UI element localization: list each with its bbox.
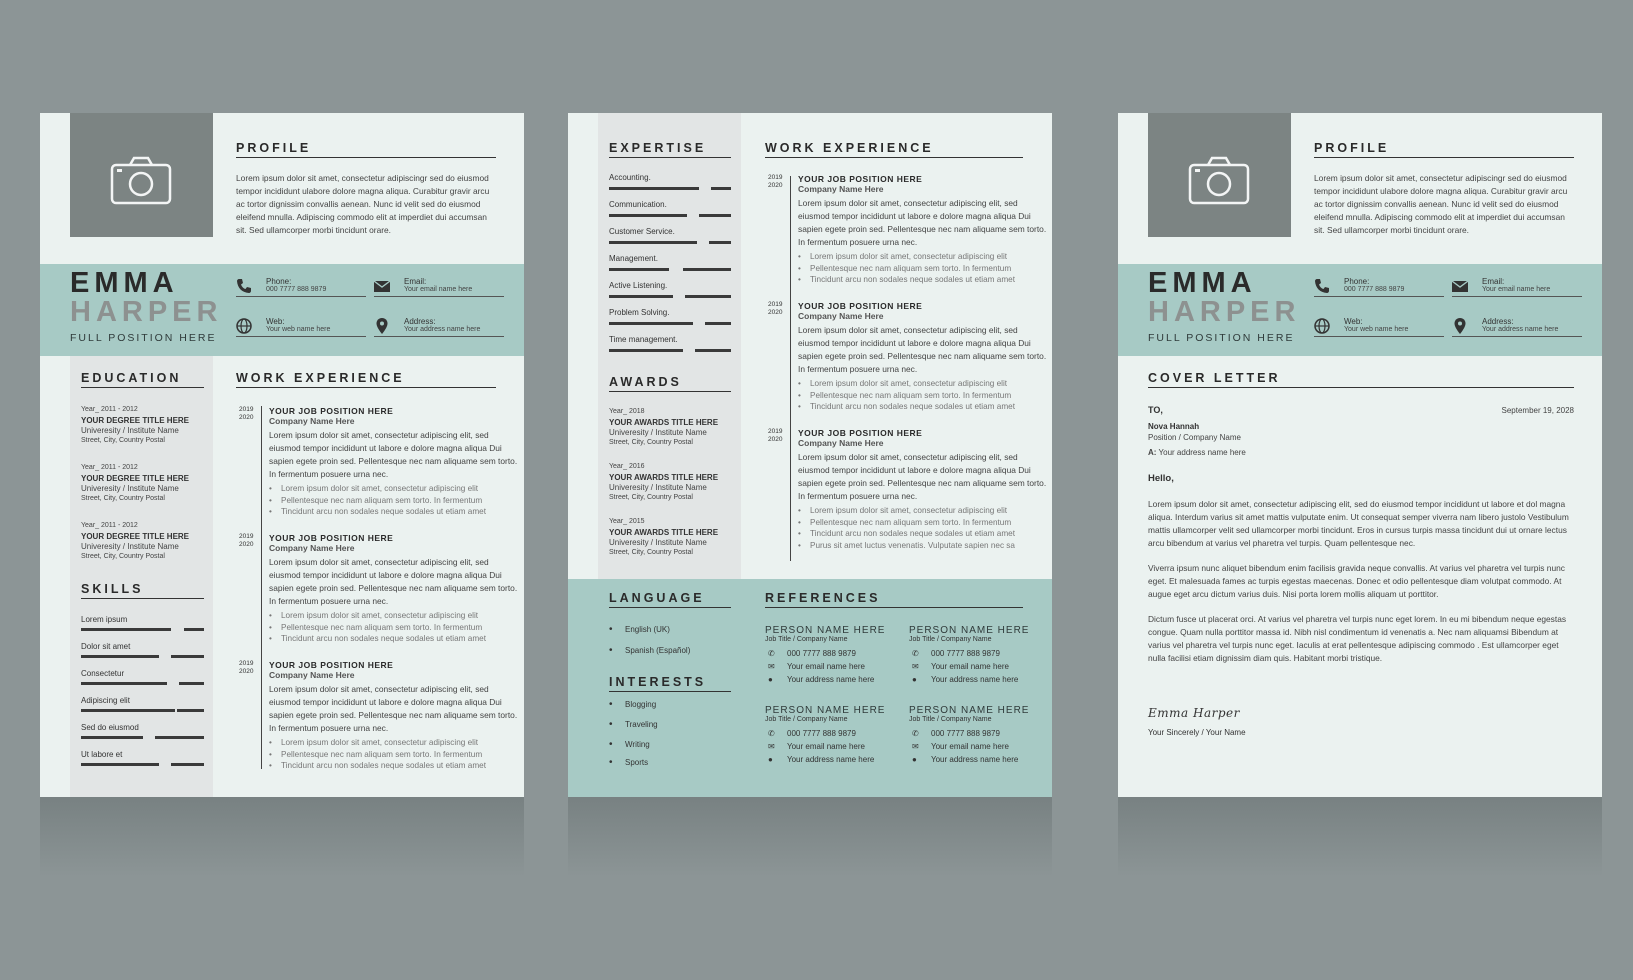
email-icon (374, 278, 390, 294)
edu-address: Street, City, Country Postal (81, 495, 165, 502)
address-value: Your address name here (1482, 326, 1559, 333)
job-bullet: • Tincidunt arcu non sodales neque sodales ut etiam amet (269, 506, 519, 518)
job-title: YOUR JOB POSITION HERE (269, 533, 394, 543)
reference-card (909, 705, 1044, 766)
reference-job: Job Title / Company Name (909, 716, 992, 723)
edu-title: YOUR DEGREE TITLE HERE (81, 532, 190, 541)
expertise-item (609, 281, 731, 307)
job-bullet: • Pellentesque nec nam aliquam sem torto. In fermentum (798, 263, 1048, 275)
expertise-bar (609, 187, 699, 190)
profile-text: Lorem ipsum dolor sit amet, consectetur adipiscingr sed do eiusmod tempor incididunt ulabore dolore magna aliqua. Curabitur gravir arcu ac tortor dignissim convallis aenean. Nunc id velit sed do eiusmod eleifend mnulla. Adipiscing commodo elit at imperdiet dui accumsan sit. Sed ullamcorper morbi tincidunt orare. (236, 173, 490, 235)
award-year: Year_ 2015 (609, 518, 645, 525)
job-description: Lorem ipsum dolor sit amet, consectetur adipiscing elit, sed eiusmod tempor incididunt ut labore e dolore magna aliqua Dui sapien egete proin sed. Pellentesque nec nam aliquame sem torto. In fermentum posuere urna nec. (269, 684, 518, 733)
contact-email (374, 275, 504, 297)
job-bullet: • Lorem ipsum dolor sit amet, consectetur adipiscing elit (269, 610, 519, 622)
skill-label: Adipiscing elit (81, 696, 130, 705)
recipient-position: Position / Company Name (1148, 433, 1241, 442)
email-icon (1452, 278, 1468, 294)
award-address: Street, City, Country Postal (609, 494, 693, 501)
location-pin-icon: ● (768, 755, 773, 764)
job-bullet: • Lorem ipsum dolor sit amet, consectetur adipiscing elit (798, 251, 1048, 263)
job-year-start: 2019 (768, 301, 783, 308)
email-icon: ✉ (768, 742, 775, 751)
location-pin-icon: ● (912, 675, 917, 684)
job-bullet: • Purus sit amet luctus venenatis. Vulputate sapien nec sa (798, 540, 1048, 552)
profile-heading: PROFILE (236, 141, 312, 155)
divider (609, 691, 731, 692)
contact-web (1314, 315, 1444, 337)
divider (765, 157, 1023, 158)
position-title: FULL POSITION HERE (70, 332, 217, 344)
interest-item: • Writing (609, 740, 650, 749)
skill-bar-segment (179, 682, 204, 685)
edu-school: Univeresity / Institute Name (81, 484, 179, 493)
divider (609, 157, 731, 158)
email-icon: ✉ (768, 662, 775, 671)
contact-address (1452, 315, 1582, 337)
job-bullet: • Lorem ipsum dolor sit amet, consectetur adipiscing elit (798, 378, 1048, 390)
job-year-start: 2019 (239, 660, 254, 667)
job-bullet: • Pellentesque nec nam aliquam sem torto. In fermentum (798, 390, 1048, 402)
letter-paragraph: Lorem ipsum dolor sit amet, consectetur adipiscing elit, sed do eiusmod tempor incididunt ut labore et dol magna aliqua. Interdum varius sit amet mattis vulputate enim. Ut consequat semper viverra nam libero justolo Vestibulum mattis ullamcorper velit sed ullamcorper morbi tincidunt. Eros in cursus turpis massa tincidunt dui ut ornare lectus arcu bibendum at varius vel pharetra vel turpis. Quam pellentesque nec. (1148, 499, 1569, 548)
phone-icon: ✆ (768, 729, 775, 738)
award-school: Univeresity / Institute Name (609, 483, 707, 492)
job-bullet: • Tincidunt arcu non sodales neque sodales ut etiam amet (269, 633, 519, 645)
education-entry (81, 521, 206, 562)
job-year-start: 2019 (239, 406, 254, 413)
phone-label: Phone: (1344, 277, 1370, 286)
award-school: Univeresity / Institute Name (609, 428, 707, 437)
job-bullet: • Pellentesque nec nam aliquam sem torto. In fermentum (269, 622, 519, 634)
cover-letter-page (1118, 113, 1602, 797)
reference-email[interactable]: Your email name here (931, 662, 1009, 671)
skill-label: Sed do eiusmod (81, 723, 139, 732)
job-year-end: 2020 (768, 309, 783, 316)
job-description: Lorem ipsum dolor sit amet, consectetur adipiscing elit, sed eiusmod tempor incididunt ut labore e dolore magna aliqua Dui sapien egete proin sed. Pellentesque nec nam aliquame sem torto. In fermentum posuere urna nec. (269, 430, 518, 479)
expertise-label: Problem Solving. (609, 308, 670, 317)
job-year-start: 2019 (239, 533, 254, 540)
contact-address (374, 315, 504, 337)
name-band (40, 264, 524, 356)
recipient-name: Nova Hannah (1148, 422, 1200, 431)
job-title: YOUR JOB POSITION HERE (798, 301, 923, 311)
reference-card (765, 625, 900, 686)
job-title: YOUR JOB POSITION HERE (269, 660, 394, 670)
edu-address: Street, City, Country Postal (81, 553, 165, 560)
divider (609, 607, 731, 608)
timeline-line (261, 406, 262, 769)
reference-name: PERSON NAME HERE (909, 625, 1030, 636)
greeting: Hello, (1148, 473, 1174, 484)
edu-school: Univeresity / Institute Name (81, 542, 179, 551)
job-company: Company Name Here (798, 184, 884, 194)
edu-year: Year_ 2011 - 2012 (81, 522, 138, 529)
edu-year: Year_ 2011 - 2012 (81, 464, 138, 471)
globe-icon (236, 318, 252, 334)
phone-icon (236, 278, 252, 294)
letter-date: September 19, 2028 (1501, 406, 1574, 415)
phone-icon (1314, 278, 1330, 294)
expertise-bar-segment (709, 241, 731, 244)
job-company: Company Name Here (269, 416, 355, 426)
reference-address: Your address name here (787, 675, 875, 684)
reference-address: Your address name here (931, 675, 1019, 684)
page-shadow (568, 797, 1052, 877)
skill-bar (81, 682, 167, 685)
expertise-label: Communication. (609, 200, 667, 209)
interest-item: • Traveling (609, 720, 658, 729)
location-pin-icon (374, 318, 390, 334)
reference-job: Job Title / Company Name (909, 636, 992, 643)
expertise-bar (609, 268, 669, 271)
reference-job: Job Title / Company Name (765, 636, 848, 643)
reference-name: PERSON NAME HERE (765, 625, 886, 636)
cover-letter-heading: COVER LETTER (1148, 371, 1281, 385)
skill-bar-segment (184, 628, 204, 631)
phone-value[interactable]: 000 7777 888 9879 (1344, 286, 1405, 293)
first-name: EMMA (1148, 267, 1257, 299)
skill-bar-segment (171, 763, 204, 766)
reference-card (765, 705, 900, 766)
skill-item (81, 696, 206, 718)
contact-phone (236, 275, 366, 297)
edu-title: YOUR DEGREE TITLE HERE (81, 474, 190, 483)
education-entry (81, 463, 206, 504)
job-year-end: 2020 (768, 182, 783, 189)
web-label: Web: (1344, 317, 1363, 326)
award-school: Univeresity / Institute Name (609, 538, 707, 547)
email-label: Email: (1482, 277, 1505, 286)
job-bullet: • Pellentesque nec nam aliquam sem torto. In fermentum (269, 749, 519, 761)
award-entry (609, 462, 734, 503)
expertise-item (609, 200, 731, 226)
expertise-heading: EXPERTISE (609, 141, 707, 155)
skill-bar-segment (177, 709, 204, 712)
award-address: Street, City, Country Postal (609, 439, 693, 446)
reference-email[interactable]: Your email name here (931, 742, 1009, 751)
job-bullet: • Tincidunt arcu non sodales neque sodales ut etiam amet (269, 760, 519, 772)
expertise-item (609, 308, 731, 334)
edu-address: Street, City, Country Postal (81, 437, 165, 444)
divider (1148, 387, 1574, 388)
expertise-bar (609, 295, 673, 298)
phone-label: Phone: (266, 277, 292, 286)
job-bullet: • Lorem ipsum dolor sit amet, consectetur adipiscing elit (269, 737, 519, 749)
reference-name: PERSON NAME HERE (909, 705, 1030, 716)
work-heading: WORK EXPERIENCE (765, 141, 934, 155)
expertise-label: Management. (609, 254, 658, 263)
job-year-end: 2020 (768, 436, 783, 443)
job-description: Lorem ipsum dolor sit amet, consectetur adipiscing elit, sed eiusmod tempor incididunt ut labore e dolore magna aliqua Dui sapien egete proin sed. Pellentesque nec nam aliquame sem torto. In fermentum posuere urna nec. (798, 452, 1047, 501)
divider (765, 607, 1023, 608)
photo-placeholder[interactable] (70, 113, 213, 237)
edu-title: YOUR DEGREE TITLE HERE (81, 416, 190, 425)
job-description: Lorem ipsum dolor sit amet, consectetur adipiscing elit, sed eiusmod tempor incididunt ut labore e dolore magna aliqua Dui sapien egete proin sed. Pellentesque nec nam aliquame sem torto. In fermentum posuere urna nec. (269, 557, 518, 606)
expertise-bar-segment (695, 349, 731, 352)
last-name: HARPER (70, 296, 223, 328)
reference-phone[interactable]: 000 7777 888 9879 (931, 729, 1000, 738)
job-entry (239, 660, 519, 772)
contact-email (1452, 275, 1582, 297)
phone-value[interactable]: 000 7777 888 9879 (266, 286, 327, 293)
awards-heading: AWARDS (609, 375, 682, 389)
email-value[interactable]: Your email name here (1482, 286, 1551, 293)
job-year-end: 2020 (239, 668, 254, 675)
salutation-to: TO, (1148, 405, 1163, 415)
skill-label: Dolor sit amet (81, 642, 131, 651)
reference-job: Job Title / Company Name (765, 716, 848, 723)
divider (81, 598, 204, 599)
divider (236, 387, 496, 388)
award-title: YOUR AWARDS TITLE HERE (609, 473, 719, 482)
expertise-label: Customer Service. (609, 227, 675, 236)
expertise-bar-segment (705, 322, 731, 325)
timeline-line (790, 176, 791, 561)
phone-icon: ✆ (768, 649, 775, 658)
skill-item (81, 642, 206, 664)
recipient-address: Your address name here (1158, 448, 1246, 457)
email-label: Email: (404, 277, 427, 286)
skill-bar (81, 655, 159, 658)
profile-text: Lorem ipsum dolor sit amet, consectetur adipiscingr sed do eiusmod tempor incididunt ulabore dolore magna aliqua. Curabitur gravir arcu ac tortor dignissim convallis aenean. Nunc id velit sed do eiusmod eleifend mnulla. Adipiscing commodo elit at imperdiet dui accumsan sit. Sed ullamcorper morbi tincidunt orare. (1314, 173, 1568, 235)
education-heading: EDUCATION (81, 371, 182, 385)
award-address: Street, City, Country Postal (609, 549, 693, 556)
reference-card (909, 625, 1044, 686)
contact-web (236, 315, 366, 337)
language-item: • English (UK) (609, 625, 670, 634)
reference-phone[interactable]: 000 7777 888 9879 (787, 729, 856, 738)
expertise-bar (609, 349, 683, 352)
job-company: Company Name Here (269, 670, 355, 680)
award-title: YOUR AWARDS TITLE HERE (609, 528, 719, 537)
phone-icon: ✆ (912, 649, 919, 658)
job-entry (239, 533, 519, 645)
camera-icon (1188, 155, 1250, 205)
closing: Your Sincerely / Your Name (1148, 728, 1246, 737)
expertise-bar (609, 241, 697, 244)
expertise-bar-segment (711, 187, 731, 190)
expertise-bar (609, 214, 687, 217)
address-label: Address: (404, 317, 436, 326)
expertise-bar-segment (685, 295, 731, 298)
job-bullet: • Pellentesque nec nam aliquam sem torto. In fermentum (798, 517, 1048, 529)
bottom-band (568, 579, 1052, 797)
resume-page (40, 113, 524, 797)
job-year-start: 2019 (768, 174, 783, 181)
reference-name: PERSON NAME HERE (765, 705, 886, 716)
job-year-start: 2019 (768, 428, 783, 435)
interests-heading: INTERESTS (609, 675, 707, 689)
language-item: • Spanish (Español) (609, 646, 690, 655)
skill-bar (81, 736, 143, 739)
page-shadow (1118, 797, 1602, 877)
address-prefix: A: (1148, 448, 1157, 457)
skill-item (81, 669, 206, 691)
skill-item (81, 750, 206, 772)
skill-label: Lorem ipsum (81, 615, 128, 624)
job-company: Company Name Here (798, 311, 884, 321)
divider (1314, 157, 1574, 158)
skills-heading: SKILLS (81, 582, 144, 596)
reference-phone[interactable]: 000 7777 888 9879 (787, 649, 856, 658)
edu-school: Univeresity / Institute Name (81, 426, 179, 435)
web-label: Web: (266, 317, 285, 326)
job-bullet: • Lorem ipsum dolor sit amet, consectetur adipiscing elit (798, 505, 1048, 517)
skill-label: Consectetur (81, 669, 125, 678)
award-title: YOUR AWARDS TITLE HERE (609, 418, 719, 427)
job-year-end: 2020 (239, 541, 254, 548)
job-title: YOUR JOB POSITION HERE (798, 174, 923, 184)
camera-icon (110, 155, 172, 205)
position-title: FULL POSITION HERE (1148, 332, 1295, 344)
interest-item: • Sports (609, 758, 648, 767)
skill-item (81, 723, 206, 745)
email-icon: ✉ (912, 662, 919, 671)
job-bullet: • Lorem ipsum dolor sit amet, consectetur adipiscing elit (269, 483, 519, 495)
last-name: HARPER (1148, 296, 1301, 328)
reference-email[interactable]: Your email name here (787, 662, 865, 671)
references-heading: REFERENCES (765, 591, 881, 605)
award-year: Year_ 2016 (609, 463, 645, 470)
contact-phone (1314, 275, 1444, 297)
expertise-label: Accounting. (609, 173, 651, 182)
skill-bar (81, 628, 171, 631)
job-company: Company Name Here (269, 543, 355, 553)
interest-item: • Blogging (609, 700, 656, 709)
expertise-label: Time management. (609, 335, 678, 344)
location-pin-icon: ● (912, 755, 917, 764)
job-description: Lorem ipsum dolor sit amet, consectetur adipiscing elit, sed eiusmod tempor incididunt ut labore e dolore magna aliqua Dui sapien egete proin sed. Pellentesque nec nam aliquame sem torto. In fermentum posuere urna nec. (798, 198, 1047, 247)
email-icon: ✉ (912, 742, 919, 751)
job-entry (239, 406, 519, 518)
job-bullet: • Pellentesque nec nam aliquam sem torto. In fermentum (269, 495, 519, 507)
location-pin-icon (1452, 318, 1468, 334)
skill-item (81, 615, 206, 637)
web-value[interactable]: Your web name here (266, 326, 331, 333)
expertise-item (609, 254, 731, 280)
job-entry (768, 301, 1048, 413)
divider (81, 387, 204, 388)
expertise-item (609, 335, 731, 361)
education-entry (81, 405, 206, 446)
phone-icon: ✆ (912, 729, 919, 738)
expertise-item (609, 173, 731, 199)
skill-bar-segment (171, 655, 204, 658)
reference-address: Your address name here (787, 755, 875, 764)
job-bullet: • Tincidunt arcu non sodales neque sodales ut etiam amet (798, 401, 1048, 413)
job-company: Company Name Here (798, 438, 884, 448)
edu-year: Year_ 2011 - 2012 (81, 406, 138, 413)
expertise-bar-segment (683, 268, 731, 271)
award-entry (609, 407, 734, 448)
email-value[interactable]: Your email name here (404, 286, 473, 293)
job-bullet: • Tincidunt arcu non sodales neque sodales ut etiam amet (798, 274, 1048, 286)
divider (609, 391, 731, 392)
reference-email[interactable]: Your email name here (787, 742, 865, 751)
globe-icon (1314, 318, 1330, 334)
name-band (1118, 264, 1602, 356)
job-title: YOUR JOB POSITION HERE (798, 428, 923, 438)
expertise-bar-segment (699, 214, 731, 217)
photo-placeholder[interactable] (1148, 113, 1291, 237)
location-pin-icon: ● (768, 675, 773, 684)
job-bullet: • Tincidunt arcu non sodales neque sodales ut etiam amet (798, 528, 1048, 540)
profile-heading: PROFILE (1314, 141, 1390, 155)
reference-phone[interactable]: 000 7777 888 9879 (931, 649, 1000, 658)
job-entry (768, 174, 1048, 286)
address-value: Your address name here (404, 326, 481, 333)
job-entry (768, 428, 1048, 551)
web-value[interactable]: Your web name here (1344, 326, 1409, 333)
skill-bar (81, 709, 175, 712)
divider (236, 157, 496, 158)
resume-page-2 (568, 113, 1052, 797)
language-heading: LANGUAGE (609, 591, 705, 605)
job-year-end: 2020 (239, 414, 254, 421)
skill-bar-segment (155, 736, 204, 739)
expertise-bar (609, 322, 693, 325)
signature: Emma Harper (1148, 706, 1240, 720)
job-title: YOUR JOB POSITION HERE (269, 406, 394, 416)
reference-address: Your address name here (931, 755, 1019, 764)
first-name: EMMA (70, 267, 179, 299)
letter-paragraph: Dictum fusce ut placerat orci. At varius vel pharetra vel turpis nunc eget lorem. In eu mi bibendum neque egestas congue. Quam nulla porttitor massa id. Nibh nisl condimentum id venenatis a. Nec nam aliquamsi Bibendum at varius vel pharetra vel turpis nunc eget. Iaculis at erat pellentesque adipiscing commodo . Est ullamcorper eget nulla facilisi etiam dignissim diam quis. Habitant morbi tristique. (1148, 614, 1567, 663)
page-shadow (40, 797, 524, 877)
expertise-item (609, 227, 731, 253)
award-year: Year_ 2018 (609, 408, 645, 415)
letter-paragraph: Viverra ipsum nunc aliquet bibendum enim facilisis gravida neque convallis. At varius vel pharetra vel turpis nunc eget. Et malesuada fames ac turpis egestas maecenas. Donec et odio pellentesque diam volutpat commodo. At augue eget arcu dictum varius duis. Nisi porta lorem mollis aliquam ut porttitor. (1148, 563, 1565, 599)
skill-label: Ut labore et (81, 750, 123, 759)
skill-bar (81, 763, 159, 766)
job-description: Lorem ipsum dolor sit amet, consectetur adipiscing elit, sed eiusmod tempor incididunt ut labore e dolore magna aliqua Dui sapien egete proin sed. Pellentesque nec nam aliquame sem torto. In fermentum posuere urna nec. (798, 325, 1047, 374)
work-heading: WORK EXPERIENCE (236, 371, 405, 385)
address-label: Address: (1482, 317, 1514, 326)
expertise-label: Active Listening. (609, 281, 668, 290)
award-entry (609, 517, 734, 558)
